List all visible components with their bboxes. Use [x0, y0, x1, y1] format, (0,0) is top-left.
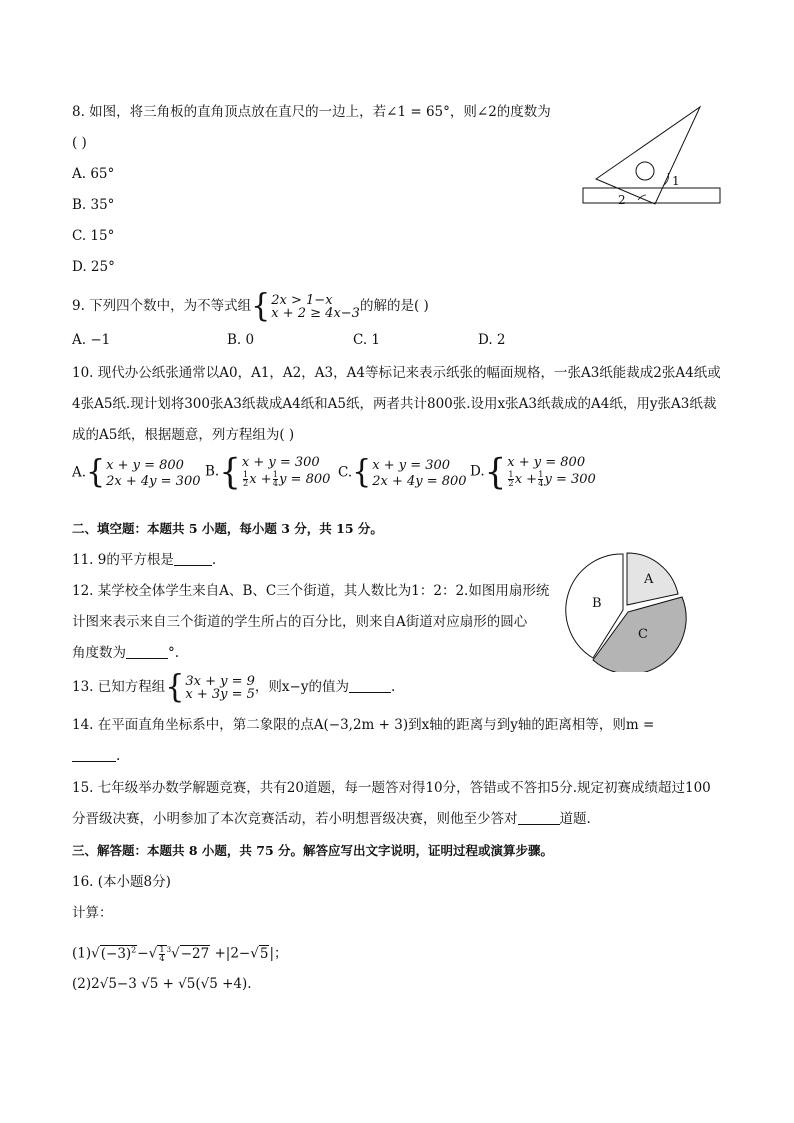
q10-option-d-label: D.: [470, 463, 485, 480]
q16-part2: (2)2√5−3 √5 + √5(√5 +4).: [72, 976, 252, 992]
q13-answer-blank[interactable]: [349, 679, 391, 693]
q9-row1: 2x > 1−x: [271, 292, 333, 308]
q14-line1: 14. 在平面直角坐标系中，第二象限的点A(−3,2m + 3)到x轴的距离与到y轴的距离相等，则m =: [72, 717, 655, 733]
q16-title: 16. (本小题8分): [72, 874, 171, 890]
pie-label-b: B: [592, 596, 602, 611]
q16-part1: $(1)√(-3)^2-√$ $\frac{1}{4}$ $^3$√−27 +|2−√5|；: [72, 944, 288, 964]
q8-option-b[interactable]: B. 35°: [72, 197, 115, 213]
triangle-ruler-figure: [578, 100, 728, 210]
sqrt-icon: √: [91, 945, 100, 962]
angle1-label: 1: [672, 174, 680, 188]
q9-option-a[interactable]: A. −1: [72, 332, 111, 348]
section3-heading: 三、解答题：本题共 8 小题，共 75 分。解答应写出文字说明，证明过程或演算步骤。: [72, 843, 554, 858]
pie-label-c: C: [638, 627, 648, 642]
set-square-hole: [636, 162, 654, 180]
q14-answer-blank[interactable]: [72, 748, 116, 762]
q13-row2: x + 3y = 5: [185, 686, 255, 702]
q10-option-b-label: B.: [205, 463, 220, 480]
q8-option-c[interactable]: C. 15°: [72, 228, 115, 244]
q10-a-row2: 2x + 4y = 300: [106, 473, 201, 489]
q12-answer-blank[interactable]: [126, 645, 168, 659]
q9-row2: x + 2 ≥ 4x−3: [271, 305, 360, 321]
pie-chart-figure: [565, 550, 690, 672]
q13-equation-system: { 3x + y = 9 x + 3y = 5: [165, 668, 255, 706]
q14-line2: .: [72, 747, 120, 765]
q13: 13. 已知方程组 { 3x + y = 9 x + 3y = 5 ，则x−y的值为 .: [72, 668, 396, 706]
q8-stem: 8. 如图，将三角板的直角顶点放在直尺的一边上，若∠1 = 65°，则∠2的度数为: [72, 104, 551, 120]
q10-b-row1: x + y = 300: [241, 455, 320, 470]
q10-c-row1: x + y = 300: [372, 457, 451, 473]
sqrt-icon: √: [250, 945, 259, 962]
pie-label-a: A: [644, 572, 654, 587]
q10-option-a-label: A.: [72, 464, 87, 481]
q15-answer-blank[interactable]: [518, 811, 560, 825]
ruler: [583, 188, 720, 203]
q15-line2: 分晋级决赛，小明参加了本次竞赛活动，若小明想晋级决赛，则他至少答对 道题.: [72, 811, 591, 827]
q16-calc-label: 计算：: [72, 905, 113, 921]
q11-answer-blank[interactable]: [174, 552, 212, 566]
q12-line3: 角度数为 °.: [72, 645, 180, 661]
q10-c-row2: 2x + 4y = 800: [372, 473, 467, 489]
q10-option-a[interactable]: A. { x + y = 800 2x + 4y = 300: [72, 454, 201, 491]
q10-line2: 4张A5纸.现计划将300张A3纸裁成A4纸和A5纸，两者共计800张.设用x张A3纸裁成的A4纸，用y张A3纸裁: [72, 396, 717, 412]
q10-option-c-label: C.: [338, 464, 353, 481]
q12-line2: 计图来表示来自三个街道的学生所占的百分比，则来自A街道对应扇形的圆心: [72, 614, 528, 630]
q8-option-a[interactable]: A. 65°: [72, 166, 115, 182]
q8-paren: ( ): [72, 135, 87, 151]
sqrt-icon: √: [148, 945, 158, 962]
q9-suffix: 的解的是( ): [359, 298, 429, 314]
q10-a-row1: x + y = 800: [106, 457, 184, 473]
q11: 11. 9的平方根是 .: [72, 552, 217, 568]
q15-line1: 15. 七年级举办数学解题竞赛，共有20道题，每一题答对得10分，答错或不答扣5分.规定初赛成绩超过100: [72, 780, 711, 796]
q8-option-d[interactable]: D. 25°: [72, 259, 115, 275]
q13-row1: 3x + y = 9: [185, 673, 255, 689]
q10-option-c[interactable]: C. { x + y = 300 2x + 4y = 800: [338, 454, 467, 491]
q9-prefix: 9. 下列四个数中，为不等式组: [72, 298, 252, 314]
q12-line1: 12. 某学校全体学生来自A、B、C三个街道，其人数比为1：2：2.如图用扇形统: [72, 583, 550, 599]
q9-option-d[interactable]: D. 2: [478, 332, 506, 348]
q10-line1: 10. 现代办公纸张通常以A0，A1，A2，A3，A4等标记来表示纸张的幅面规格，一张A3纸能裁成2张A4纸或: [72, 365, 721, 381]
cube-root-icon: √: [171, 945, 180, 962]
set-square: [596, 107, 700, 204]
q10-option-b[interactable]: B. { x + y = 300 $\frac{1}{2}$ x + $\frac{1}{4}$ y = 800: [205, 451, 331, 493]
angle2-label: 2: [618, 193, 626, 207]
q10-option-d[interactable]: D. { x + y = 800 $\frac{1}{2}$ x + $\frac{1}{4}$ y = 300: [470, 451, 596, 493]
q9-option-b[interactable]: B. 0: [227, 332, 255, 348]
q9-option-c[interactable]: C. 1: [353, 332, 381, 348]
q9-stem: [72, 287, 429, 325]
q9-inequality-system: { 2x > 1−x x + 2 ≥ 4x−3: [251, 287, 360, 325]
q10-line3: 成的A5纸，根据题意，列方程组为( ): [72, 427, 295, 443]
q10-d-row1: x + y = 800: [507, 455, 586, 470]
section2-heading: 二、填空题：本题共 5 小题，每小题 3 分，共 15 分。: [72, 521, 383, 536]
